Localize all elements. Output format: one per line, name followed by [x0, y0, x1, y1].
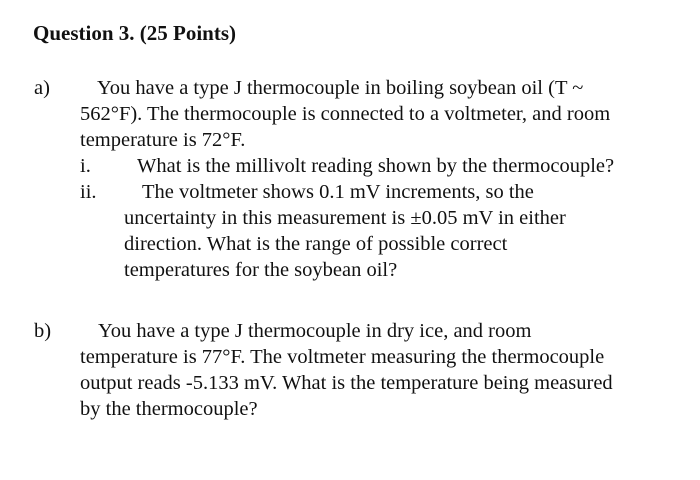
part-b-line-2: temperature is 77°F. The voltmeter measuring the thermocouple — [80, 346, 605, 368]
item-ii-line-2: uncertainty in this measurement is ±0.05 mV in either — [124, 207, 566, 229]
part-a-line-2: 562°F). The thermocouple is connected to a voltmeter, and room — [80, 103, 611, 125]
item-ii-line-3: direction. What is the range of possible correct — [124, 233, 508, 255]
part-a-marker: a) — [34, 77, 50, 99]
part-b-line-4: by the thermocouple? — [80, 398, 258, 420]
item-ii-line-4: temperatures for the soybean oil? — [124, 259, 398, 281]
item-i-line-1: What is the millivolt reading shown by the thermocouple? — [137, 155, 615, 177]
question-heading: Question 3. (25 Points) — [33, 21, 237, 45]
part-a-line-1: You have a type J thermocouple in boiling soybean oil (T ~ — [97, 77, 584, 99]
item-i-marker: i. — [80, 155, 91, 177]
item-ii-line-1: The voltmeter shows 0.1 mV increments, so the — [142, 181, 534, 203]
part-a-line-3: temperature is 72°F. — [80, 129, 246, 151]
item-ii-marker: ii. — [80, 181, 97, 203]
part-b-line-1: You have a type J thermocouple in dry ice, and room — [98, 320, 532, 342]
part-b-line-3: output reads -5.133 mV. What is the temperature being measured — [80, 372, 613, 394]
part-b-marker: b) — [34, 320, 52, 342]
